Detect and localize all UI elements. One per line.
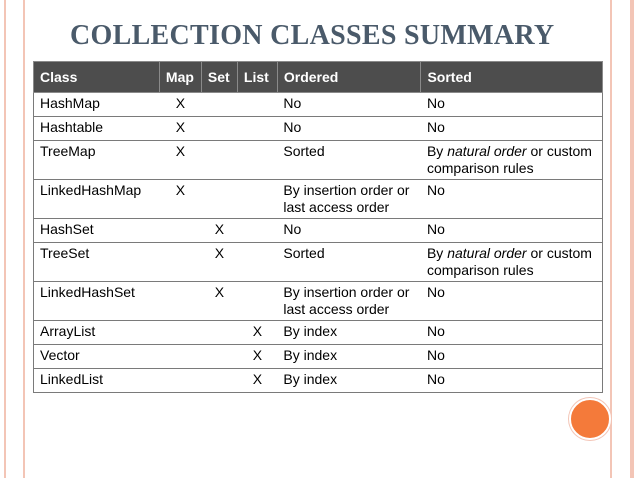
cell-sorted [421,345,603,369]
cell-map: X [159,117,201,141]
cell-set: X [201,219,237,243]
cell-map: X [159,180,201,219]
cell-sorted [421,180,603,219]
table-row [34,141,603,180]
cell-set: X [201,243,237,282]
sorted-text: No [426,323,445,339]
cell-set [201,93,237,117]
sorted-text: By [426,245,448,261]
cell-class: LinkedHashSet [34,282,160,321]
sorted-text: No [426,95,445,111]
cell-list [237,141,277,180]
cell-set [201,117,237,141]
cell-list [237,243,277,282]
cell-ordered: By index [277,321,421,345]
cell-set [201,345,237,369]
table-row [34,369,603,393]
header-sorted: Sorted [421,62,603,93]
cell-map [159,321,201,345]
sorted-text: No [426,371,445,387]
left-decor-line [4,0,6,478]
cell-class: TreeMap [34,141,160,180]
table-row [34,93,603,117]
cell-class: LinkedHashMap [34,180,160,219]
collection-summary-table [33,61,603,393]
cell-list [237,180,277,219]
cell-list [237,282,277,321]
header-set: Set [201,62,237,93]
cell-map [159,243,201,282]
left-decor-line [23,0,25,478]
sorted-text: No [426,119,445,135]
cell-class: Hashtable [34,117,160,141]
cell-ordered: No [277,93,421,117]
cell-map: X [159,141,201,180]
header-list: List [237,62,277,93]
cell-class: Vector [34,345,160,369]
cell-set [201,141,237,180]
table-row [34,219,603,243]
cell-map [159,282,201,321]
sorted-text: No [426,182,445,198]
cell-sorted [421,93,603,117]
table-header-row [34,62,603,93]
cell-class: LinkedList [34,369,160,393]
cell-ordered: No [277,117,421,141]
cell-sorted [421,282,603,321]
accent-circle [569,398,611,440]
cell-list: X [237,345,277,369]
cell-list [237,93,277,117]
cell-ordered: By insertion order or last access order [277,282,421,321]
cell-ordered: Sorted [277,141,421,180]
right-decor-line [630,0,634,478]
table-row [34,321,603,345]
table-row [34,243,603,282]
cell-class: HashMap [34,93,160,117]
cell-map [159,345,201,369]
table-row [34,345,603,369]
cell-set [201,180,237,219]
right-decor-line [610,0,612,478]
cell-list: X [237,321,277,345]
cell-ordered: By index [277,369,421,393]
cell-set [201,369,237,393]
cell-sorted [421,117,603,141]
cell-map [159,219,201,243]
cell-ordered: By index [277,345,421,369]
slide-title: COLLECTION CLASSES SUMMARY [70,20,555,51]
sorted-emphasis: natural order [447,143,527,159]
header-ordered: Ordered [277,62,421,93]
table-row [34,117,603,141]
cell-map [159,369,201,393]
cell-sorted [421,321,603,345]
cell-sorted [421,141,603,180]
sorted-text: No [426,221,445,237]
cell-class: HashSet [34,219,160,243]
cell-ordered: Sorted [277,243,421,282]
header-map: Map [159,62,201,93]
cell-set: X [201,282,237,321]
cell-list [237,117,277,141]
cell-map: X [159,93,201,117]
sorted-text: or custom comparison rules [426,143,592,176]
cell-ordered: No [277,219,421,243]
cell-list: X [237,369,277,393]
sorted-emphasis: natural order [447,245,527,261]
cell-sorted [421,369,603,393]
table-row [34,180,603,219]
sorted-text: No [426,284,445,300]
header-class: Class [34,62,160,93]
sorted-text: or custom comparison rules [426,245,592,278]
cell-sorted [421,243,603,282]
cell-ordered: By insertion order or last access order [277,180,421,219]
cell-set [201,321,237,345]
sorted-text: No [426,347,445,363]
sorted-text: By [426,143,448,159]
table-row [34,282,603,321]
cell-class: TreeSet [34,243,160,282]
cell-list [237,219,277,243]
cell-class: ArrayList [34,321,160,345]
cell-sorted [421,219,603,243]
